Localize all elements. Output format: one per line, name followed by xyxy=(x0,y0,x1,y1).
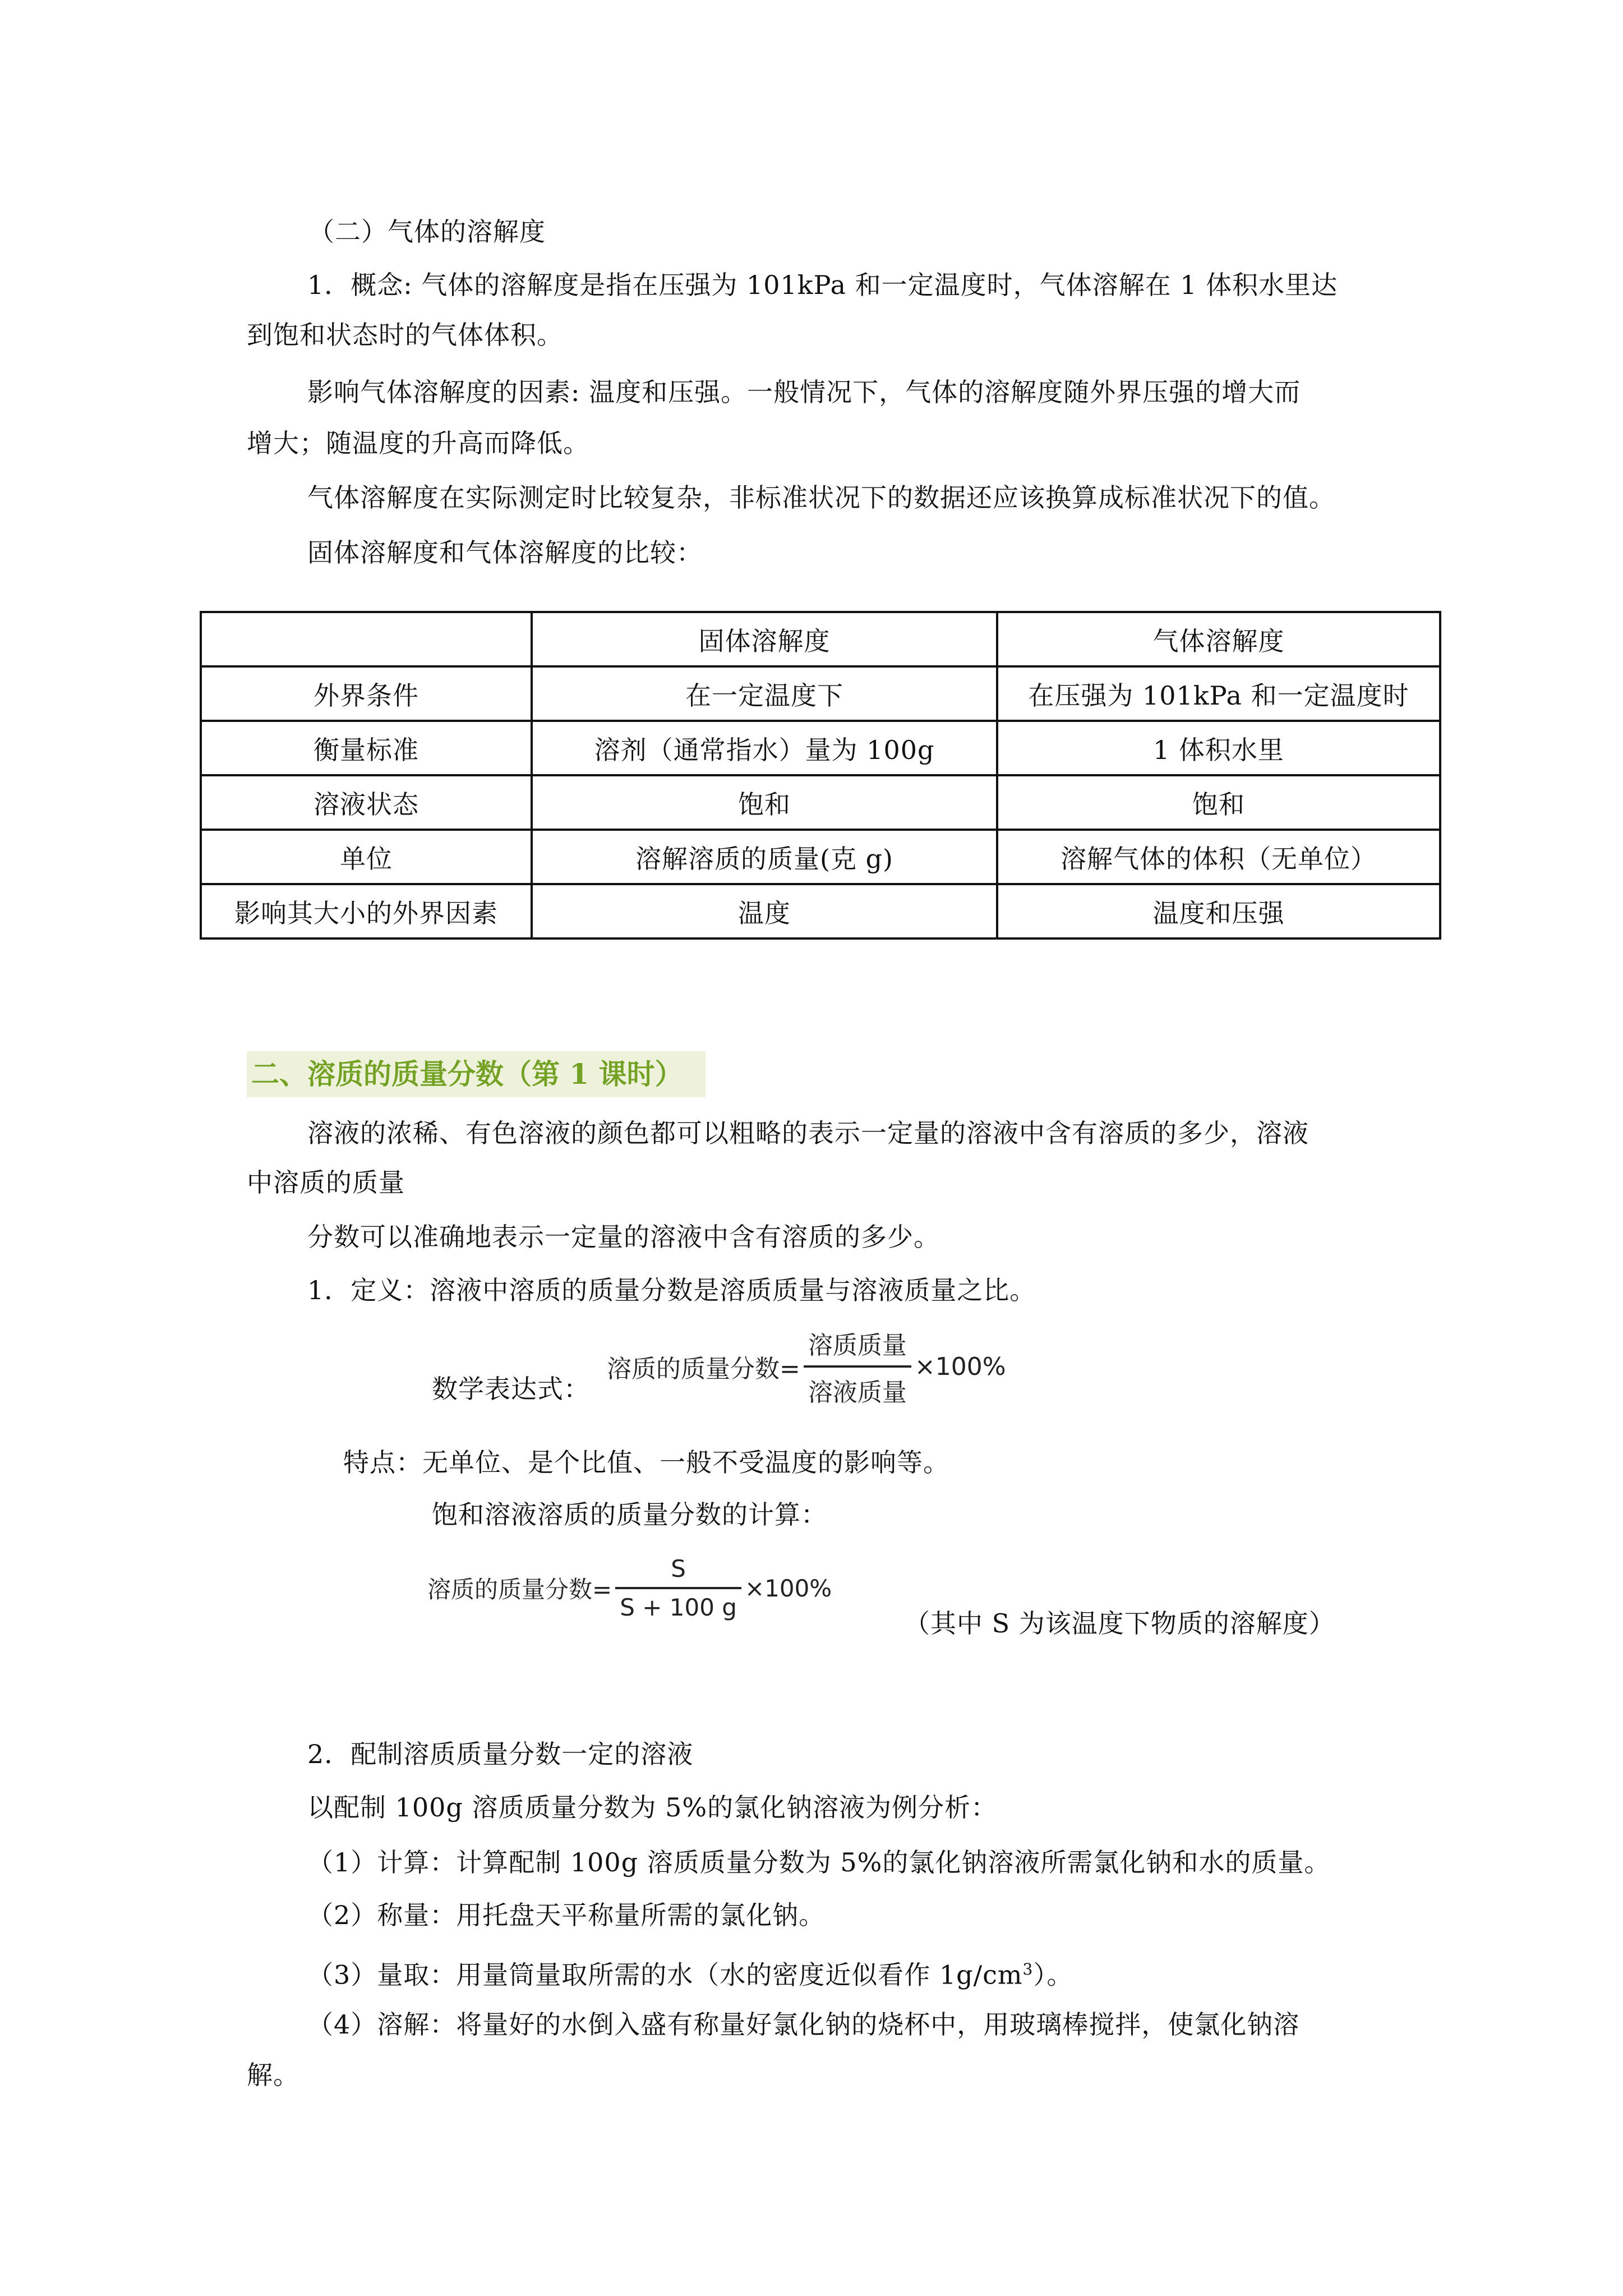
table-cell: 溶解溶质的质量(克 g) xyxy=(532,830,997,884)
saturated-mass-fraction-formula xyxy=(427,1555,832,1621)
formula-numerator: 溶质质量 xyxy=(804,1325,911,1368)
formula-factor: ×100% xyxy=(744,1574,832,1602)
formula-lhs: 溶质的质量分数= xyxy=(427,1576,612,1603)
compare-intro: 固体溶解度和气体溶解度的比较： xyxy=(307,537,703,568)
table-cell: 影响其大小的外界因素 xyxy=(201,884,532,938)
step-1: （1）计算：计算配制 100g 溶质质量分数为 5%的氯化钠溶液所需氯化钠和水的质量。 xyxy=(307,1847,1331,1878)
step-3-end: ）。 xyxy=(1033,1959,1073,1990)
formula-numerator: S xyxy=(615,1555,741,1589)
formula-note: （其中 S 为该温度下物质的溶解度） xyxy=(904,1608,1335,1639)
formula-lhs: 溶质的质量分数= xyxy=(607,1355,800,1383)
table-cell: 外界条件 xyxy=(201,666,532,721)
table-cell: 1 体积水里 xyxy=(997,721,1440,775)
table-row xyxy=(201,830,1440,884)
gas-solubility-heading: （二）气体的溶解度 xyxy=(308,217,546,247)
gas-note: 气体溶解度在实际测定时比较复杂，非标准状况下的数据还应该换算成标准状况下的值。 xyxy=(307,482,1335,513)
table-header-cell: 气体溶解度 xyxy=(997,612,1440,666)
mass-fraction-section-heading: 二、溶质的质量分数（第 1 课时） xyxy=(247,1051,706,1097)
table-row xyxy=(201,775,1440,830)
table-header-row xyxy=(201,612,1440,666)
gas-factors-line-1: 影响气体溶解度的因素: 温度和压强。一般情况下，气体的溶解度随外界压强的增大而 xyxy=(307,377,1301,407)
formula-factor: ×100% xyxy=(914,1352,1006,1381)
step-3 xyxy=(307,1953,1073,1991)
solubility-comparison-table xyxy=(200,611,1441,940)
mass-fraction-intro-1: 溶液的浓稀、有色溶液的颜色都可以粗略的表示一定量的溶液中含有溶质的多少，溶液 xyxy=(307,1118,1309,1148)
table-cell: 温度 xyxy=(532,884,997,938)
formula-fraction xyxy=(615,1555,741,1621)
table-header-cell: 固体溶解度 xyxy=(532,612,997,666)
table-cell: 饱和 xyxy=(532,775,997,830)
table-cell: 溶解气体的体积（无单位） xyxy=(997,830,1440,884)
formula-denominator: S + 100 g xyxy=(620,1594,737,1621)
step-2: （2）称量：用托盘天平称量所需的氯化钠。 xyxy=(307,1900,826,1930)
table-cell: 溶剂（通常指水）量为 100g xyxy=(532,721,997,775)
table-cell: 在压强为 101kPa 和一定温度时 xyxy=(997,666,1440,721)
definition: 1．定义：溶液中溶质的质量分数是溶质质量与溶液质量之比。 xyxy=(307,1275,1036,1305)
saturated-calculation-label: 饱和溶液溶质的质量分数的计算： xyxy=(432,1499,827,1530)
table-cell: 饱和 xyxy=(997,775,1440,830)
table-cell: 溶液状态 xyxy=(201,775,532,830)
step-4-line-1: （4）溶解：将量好的水倒入盛有称量好氯化钠的烧杯中，用玻璃棒搅拌，使氯化钠溶 xyxy=(307,2009,1300,2040)
gas-concept-line-2: 到饱和状态时的气体体积。 xyxy=(247,320,563,350)
gas-factors-line-2: 增大；随温度的升高而降低。 xyxy=(247,428,589,458)
table-row xyxy=(201,721,1440,775)
mass-fraction-intro-3: 分数可以准确地表示一定量的溶液中含有溶质的多少。 xyxy=(307,1222,940,1252)
preparation-heading: 2．配制溶质质量分数一定的溶液 xyxy=(307,1739,694,1769)
table-cell: 温度和压强 xyxy=(997,884,1440,938)
table-header-cell xyxy=(201,612,532,666)
table-row xyxy=(201,884,1440,938)
preparation-example: 以配制 100g 溶质质量分数为 5%的氯化钠溶液为例分析： xyxy=(307,1792,998,1823)
step-3-superscript: 3 xyxy=(1022,1960,1034,1978)
step-3-text: （3）量取：用量筒量取所需的水（水的密度近似看作 1g/cm xyxy=(307,1959,1023,1990)
table-row xyxy=(201,666,1440,721)
mass-fraction-intro-2: 中溶质的质量 xyxy=(247,1167,405,1198)
formula-fraction xyxy=(804,1325,911,1408)
table-cell: 单位 xyxy=(201,830,532,884)
math-expression-label: 数学表达式： xyxy=(432,1374,590,1404)
table-cell: 衡量标准 xyxy=(201,721,532,775)
gas-concept-line-1: 1．概念: 气体的溶解度是指在压强为 101kPa 和一定温度时，气体溶解在 1 体积水里达 xyxy=(307,270,1338,300)
mass-fraction-formula xyxy=(607,1325,1006,1408)
features: 特点：无单位、是个比值、一般不受温度的影响等。 xyxy=(343,1447,949,1478)
table-cell: 在一定温度下 xyxy=(532,666,997,721)
formula-denominator: 溶液质量 xyxy=(808,1378,907,1407)
step-4-line-2: 解。 xyxy=(247,2060,299,2090)
